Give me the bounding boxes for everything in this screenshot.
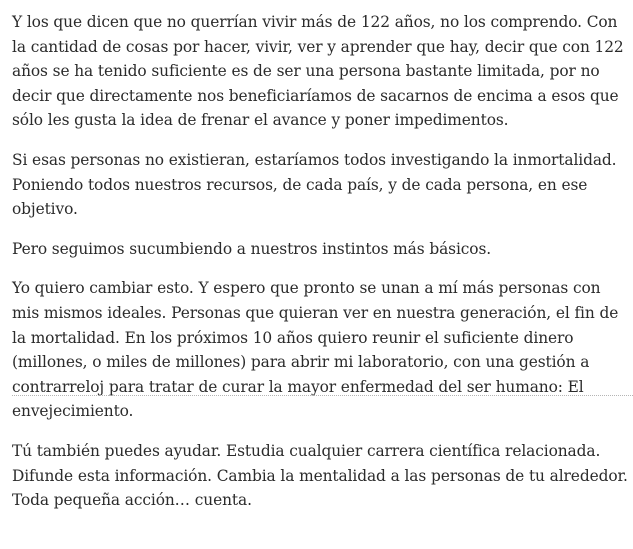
article-body <box>12 10 630 513</box>
paragraph-2: Si esas personas no existieran, estaríamos todos investigando la inmortalidad. Poniendo todos nuestros recursos, de cada país, y de cada persona, en ese objetivo. <box>12 150 617 219</box>
paragraph-4: Yo quiero cambiar esto. Y espero que pronto se unan a mí más personas con mis mismos ideales. Personas que quieran ver en nuestra generación, el fin de la mortalidad. En los próximos 10 años quiero reunir el suficiente dinero (millones, o miles de millones) para abrir mi laboratorio, con una gestión a contrarreloj para tratar de curar la mayor enfermedad del ser humano: El envejecimiento. <box>12 279 619 421</box>
dotted-divider <box>12 395 633 396</box>
paragraph-3: Pero seguimos sucumbiendo a nuestros instintos más básicos. <box>12 239 492 258</box>
paragraph-1: Y los que dicen que no querrían vivir más de 122 años, no los comprendo. Con la cantidad de cosas por hacer, vivir, ver y aprender que hay, decir que con 122 años se ha tenido suficiente es de ser una persona bastante limitada, por no decir que directamente nos beneficiaríamos de sacarnos de encima a esos que sólo les gusta la idea de frenar el avance y poner impedimentos. <box>12 13 624 130</box>
paragraph-5: Tú también puedes ayudar. Estudia cualquier carrera científica relacionada. Difunde esta información. Cambia la mentalidad a las personas de tu alrededor. Toda pequeña acción… cuenta. <box>12 441 628 510</box>
